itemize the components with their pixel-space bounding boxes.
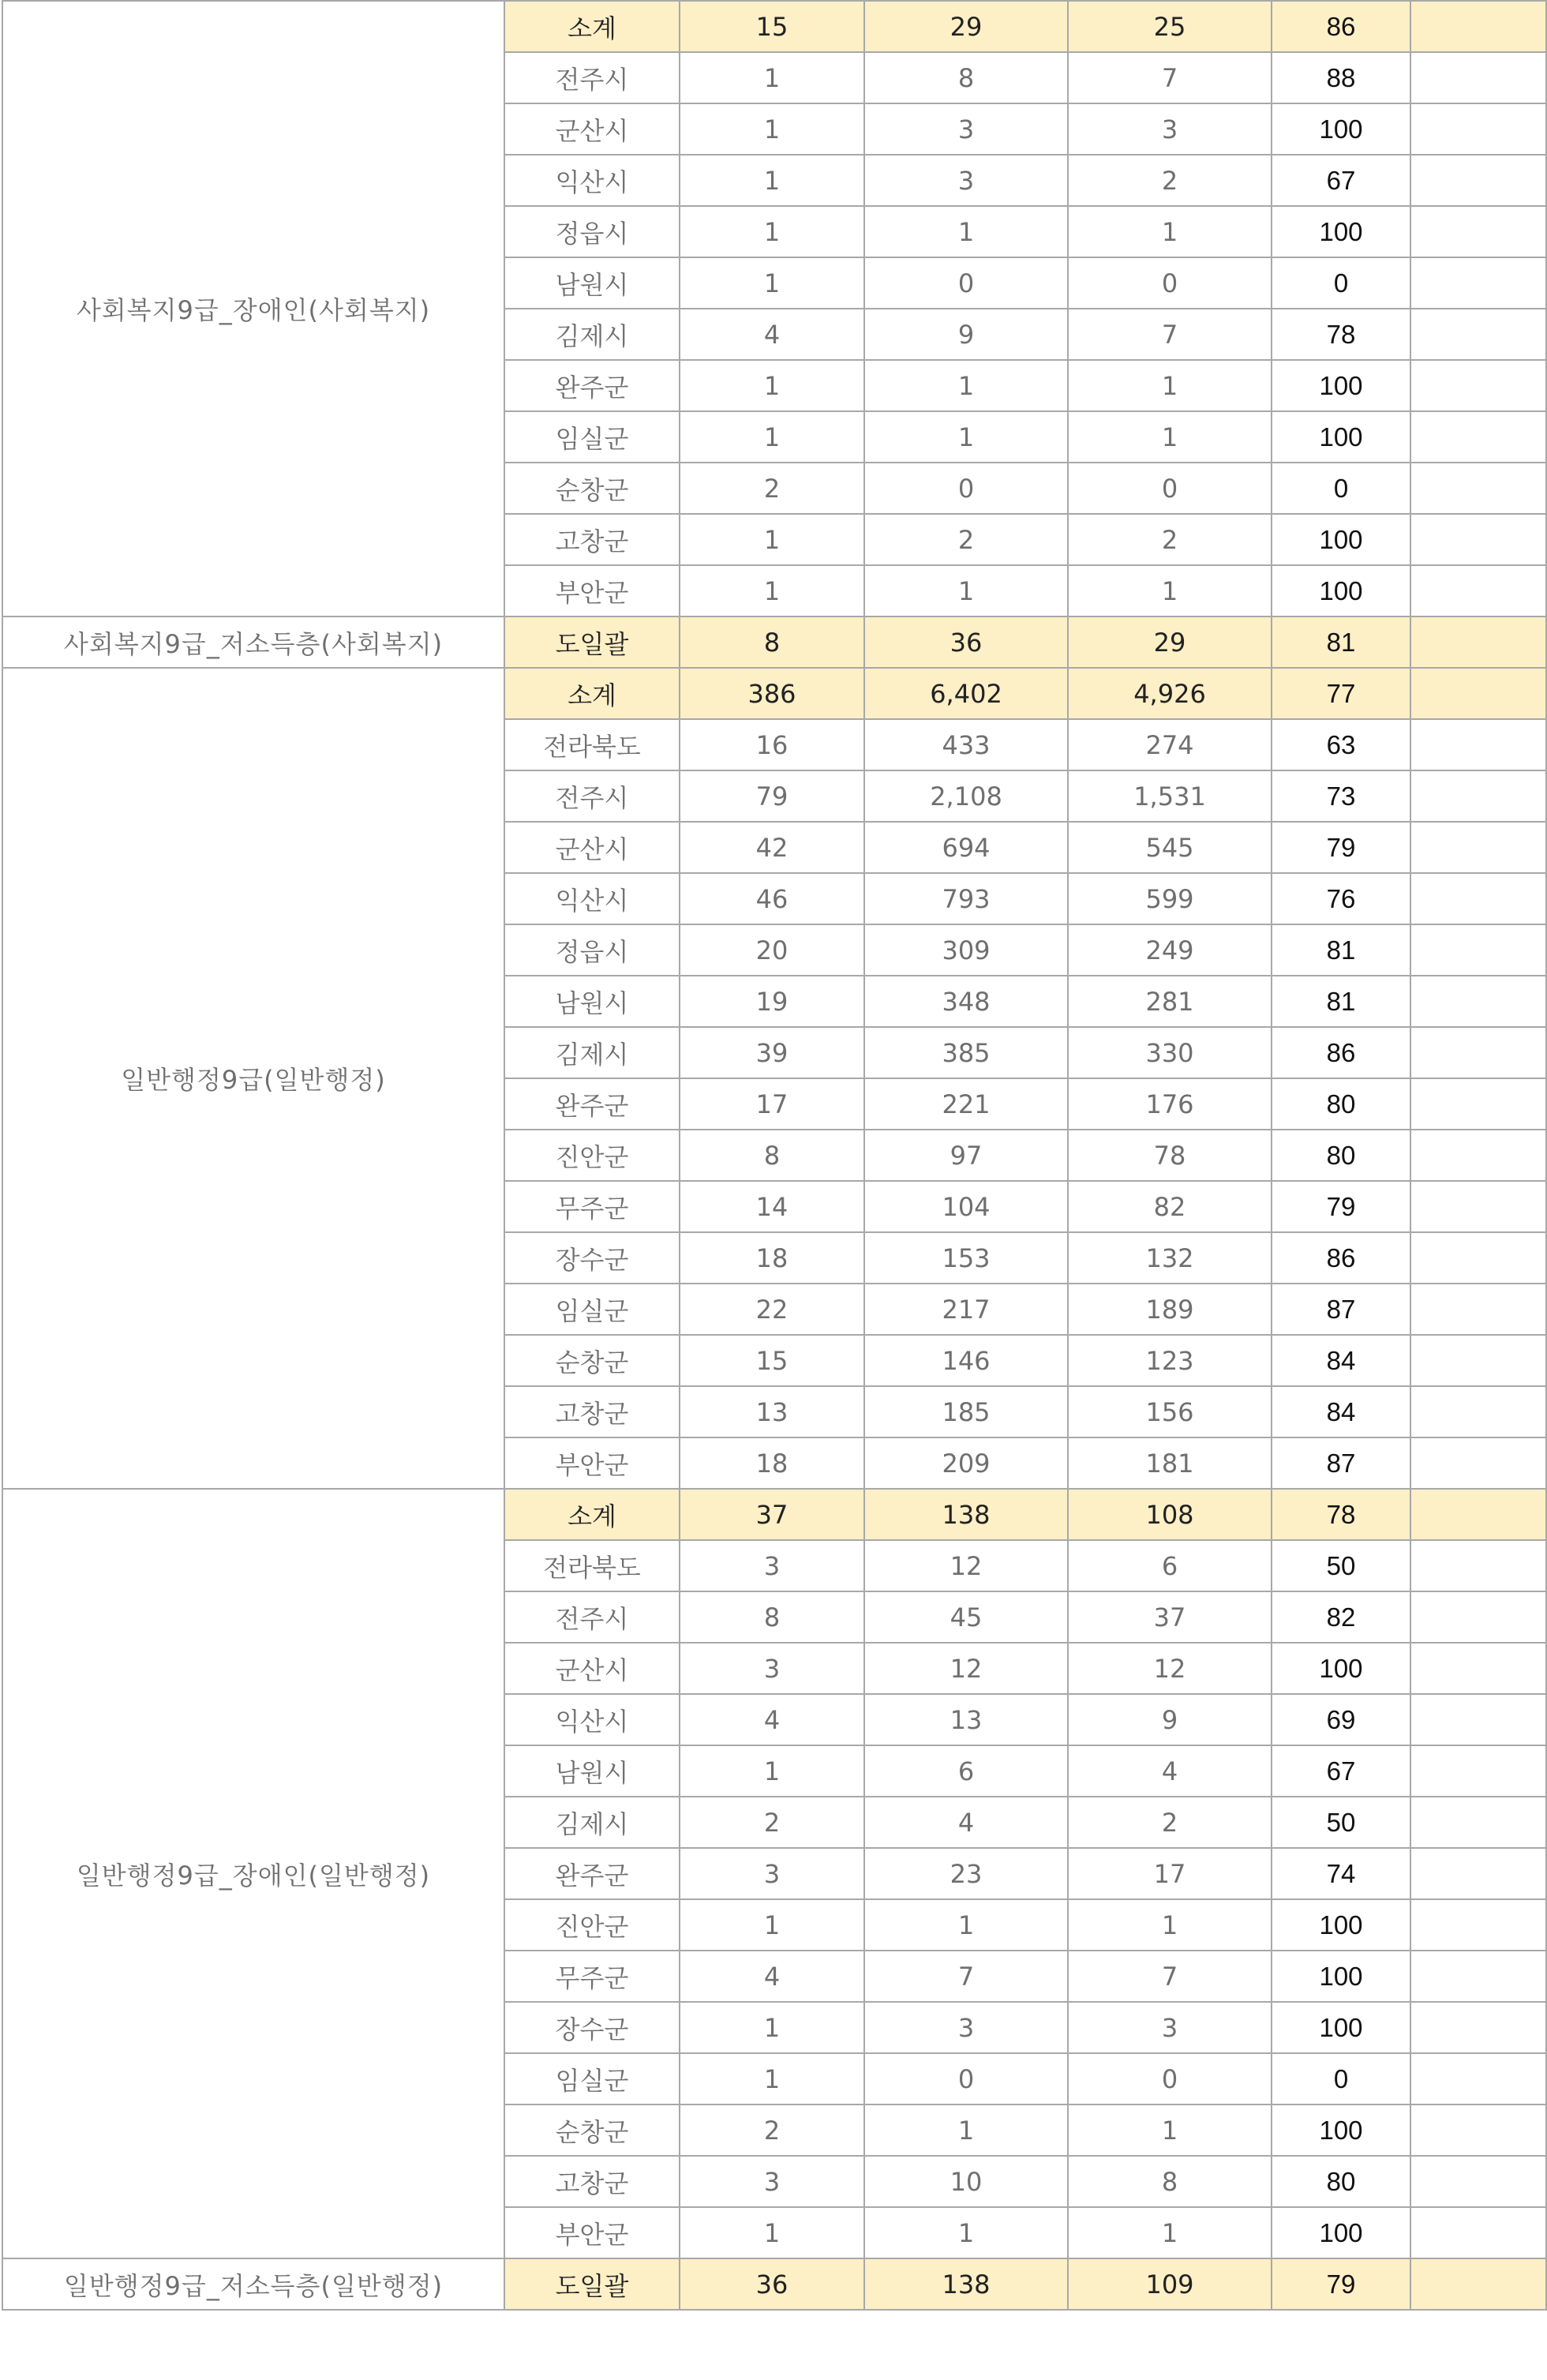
empty-cell [1410, 565, 1546, 617]
value-cell-2: 8 [864, 52, 1068, 103]
region-cell: 정읍시 [504, 924, 680, 976]
rate-cell: 100 [1272, 206, 1410, 257]
section-name-cell: 일반행정9급_장애인(일반행정) [2, 1489, 504, 2258]
empty-cell [1410, 1848, 1546, 1899]
value-cell-1: 1 [680, 360, 864, 411]
rate-cell: 63 [1272, 719, 1410, 770]
value-cell-1: 1 [680, 1899, 864, 1951]
value-cell-2: 1 [864, 360, 1068, 411]
value-cell-1: 16 [680, 719, 864, 770]
value-cell-1: 19 [680, 976, 864, 1027]
region-cell: 임실군 [504, 2053, 680, 2105]
rate-cell: 50 [1272, 1797, 1410, 1848]
value-cell-1: 46 [680, 873, 864, 924]
rate-cell: 78 [1272, 1489, 1410, 1540]
table-body [2, 1, 1546, 2310]
value-cell-1: 14 [680, 1181, 864, 1232]
value-cell-2: 1 [864, 565, 1068, 617]
value-cell-2: 0 [864, 463, 1068, 514]
value-cell-1: 4 [680, 1951, 864, 2002]
rate-cell: 100 [1272, 1643, 1410, 1694]
region-cell: 임실군 [504, 1284, 680, 1335]
value-cell-2: 348 [864, 976, 1068, 1027]
region-cell: 남원시 [504, 976, 680, 1027]
rate-cell: 100 [1272, 411, 1410, 463]
region-cell: 진안군 [504, 1899, 680, 1951]
value-cell-2: 221 [864, 1078, 1068, 1130]
value-cell-3: 0 [1068, 2053, 1272, 2105]
value-cell-3: 132 [1068, 1232, 1272, 1284]
value-cell-1: 1 [680, 257, 864, 309]
value-cell-1: 1 [680, 206, 864, 257]
value-cell-1: 3 [680, 1848, 864, 1899]
region-cell: 장수군 [504, 1232, 680, 1284]
value-cell-2: 13 [864, 1694, 1068, 1745]
empty-cell [1410, 2258, 1546, 2310]
value-cell-1: 3 [680, 1540, 864, 1591]
value-cell-1: 2 [680, 463, 864, 514]
region-cell: 김제시 [504, 1027, 680, 1078]
value-cell-1: 1 [680, 514, 864, 565]
value-cell-2: 146 [864, 1335, 1068, 1386]
empty-cell [1410, 309, 1546, 360]
region-cell: 소계 [504, 1489, 680, 1540]
empty-cell [1410, 463, 1546, 514]
table-row-subtotal [2, 617, 1546, 668]
value-cell-3: 1 [1068, 2105, 1272, 2156]
empty-cell [1410, 1130, 1546, 1181]
table-row-subtotal [2, 1, 1546, 52]
empty-cell [1410, 1437, 1546, 1489]
value-cell-1: 18 [680, 1232, 864, 1284]
empty-cell [1410, 155, 1546, 206]
table-row-subtotal [2, 668, 1546, 719]
value-cell-3: 0 [1068, 463, 1272, 514]
value-cell-3: 7 [1068, 1951, 1272, 2002]
table-row-subtotal [2, 1489, 1546, 1540]
region-cell: 순창군 [504, 1335, 680, 1386]
section-name-cell: 사회복지9급_장애인(사회복지) [2, 1, 504, 617]
section-name-cell: 일반행정9급_저소득층(일반행정) [2, 2258, 504, 2310]
value-cell-3: 7 [1068, 309, 1272, 360]
value-cell-1: 39 [680, 1027, 864, 1078]
rate-cell: 100 [1272, 1899, 1410, 1951]
value-cell-2: 3 [864, 103, 1068, 155]
value-cell-3: 123 [1068, 1335, 1272, 1386]
value-cell-1: 37 [680, 1489, 864, 1540]
value-cell-3: 1 [1068, 411, 1272, 463]
value-cell-3: 29 [1068, 617, 1272, 668]
value-cell-3: 545 [1068, 822, 1272, 873]
value-cell-1: 4 [680, 1694, 864, 1745]
value-cell-1: 42 [680, 822, 864, 873]
region-cell: 정읍시 [504, 206, 680, 257]
empty-cell [1410, 1951, 1546, 2002]
value-cell-2: 3 [864, 155, 1068, 206]
empty-cell [1410, 257, 1546, 309]
empty-cell [1410, 52, 1546, 103]
region-cell: 남원시 [504, 257, 680, 309]
rate-cell: 100 [1272, 2105, 1410, 2156]
rate-cell: 79 [1272, 2258, 1410, 2310]
empty-cell [1410, 719, 1546, 770]
value-cell-3: 189 [1068, 1284, 1272, 1335]
value-cell-1: 2 [680, 2105, 864, 2156]
empty-cell [1410, 1643, 1546, 1694]
value-cell-3: 176 [1068, 1078, 1272, 1130]
value-cell-1: 1 [680, 2002, 864, 2053]
rate-cell: 84 [1272, 1335, 1410, 1386]
value-cell-3: 330 [1068, 1027, 1272, 1078]
region-cell: 무주군 [504, 1181, 680, 1232]
value-cell-3: 249 [1068, 924, 1272, 976]
value-cell-1: 1 [680, 411, 864, 463]
empty-cell [1410, 1386, 1546, 1437]
empty-cell [1410, 1232, 1546, 1284]
value-cell-1: 15 [680, 1335, 864, 1386]
value-cell-3: 4,926 [1068, 668, 1272, 719]
region-cell: 익산시 [504, 873, 680, 924]
empty-cell [1410, 770, 1546, 822]
empty-cell [1410, 2002, 1546, 2053]
value-cell-1: 13 [680, 1386, 864, 1437]
value-cell-2: 138 [864, 1489, 1068, 1540]
value-cell-3: 78 [1068, 1130, 1272, 1181]
value-cell-3: 37 [1068, 1591, 1272, 1643]
value-cell-2: 793 [864, 873, 1068, 924]
value-cell-1: 1 [680, 103, 864, 155]
value-cell-2: 9 [864, 309, 1068, 360]
value-cell-3: 2 [1068, 155, 1272, 206]
value-cell-1: 8 [680, 1591, 864, 1643]
value-cell-2: 23 [864, 1848, 1068, 1899]
region-cell: 완주군 [504, 360, 680, 411]
rate-cell: 87 [1272, 1437, 1410, 1489]
rate-cell: 87 [1272, 1284, 1410, 1335]
empty-cell [1410, 1, 1546, 52]
value-cell-3: 25 [1068, 1, 1272, 52]
value-cell-3: 3 [1068, 103, 1272, 155]
empty-cell [1410, 206, 1546, 257]
region-cell: 부안군 [504, 2207, 680, 2258]
empty-cell [1410, 2053, 1546, 2105]
empty-cell [1410, 411, 1546, 463]
value-cell-3: 274 [1068, 719, 1272, 770]
rate-cell: 74 [1272, 1848, 1410, 1899]
empty-cell [1410, 924, 1546, 976]
empty-cell [1410, 1335, 1546, 1386]
rate-cell: 0 [1272, 2053, 1410, 2105]
empty-cell [1410, 1489, 1546, 1540]
value-cell-1: 3 [680, 2156, 864, 2207]
value-cell-3: 108 [1068, 1489, 1272, 1540]
value-cell-3: 2 [1068, 1797, 1272, 1848]
value-cell-1: 4 [680, 309, 864, 360]
region-cell: 전주시 [504, 52, 680, 103]
rate-cell: 79 [1272, 1181, 1410, 1232]
rate-cell: 67 [1272, 155, 1410, 206]
empty-cell [1410, 1745, 1546, 1797]
rate-cell: 100 [1272, 565, 1410, 617]
empty-cell [1410, 1284, 1546, 1335]
region-cell: 익산시 [504, 155, 680, 206]
rate-cell: 82 [1272, 1591, 1410, 1643]
value-cell-1: 1 [680, 1745, 864, 1797]
region-cell: 장수군 [504, 2002, 680, 2053]
rate-cell: 50 [1272, 1540, 1410, 1591]
value-cell-1: 1 [680, 52, 864, 103]
value-cell-2: 1 [864, 2207, 1068, 2258]
empty-cell [1410, 360, 1546, 411]
value-cell-1: 22 [680, 1284, 864, 1335]
empty-cell [1410, 1540, 1546, 1591]
empty-cell [1410, 873, 1546, 924]
value-cell-3: 1 [1068, 1899, 1272, 1951]
value-cell-1: 20 [680, 924, 864, 976]
value-cell-3: 2 [1068, 514, 1272, 565]
value-cell-2: 6,402 [864, 668, 1068, 719]
value-cell-3: 1 [1068, 565, 1272, 617]
region-cell: 군산시 [504, 103, 680, 155]
empty-cell [1410, 514, 1546, 565]
value-cell-2: 217 [864, 1284, 1068, 1335]
empty-cell [1410, 1899, 1546, 1951]
rate-cell: 80 [1272, 1130, 1410, 1181]
value-cell-1: 8 [680, 617, 864, 668]
region-cell: 소계 [504, 1, 680, 52]
region-cell: 군산시 [504, 822, 680, 873]
rate-cell: 100 [1272, 514, 1410, 565]
rate-cell: 0 [1272, 463, 1410, 514]
section-name-cell: 일반행정9급(일반행정) [2, 668, 504, 1489]
empty-cell [1410, 822, 1546, 873]
rate-cell: 78 [1272, 309, 1410, 360]
value-cell-2: 7 [864, 1951, 1068, 2002]
region-cell: 전라북도 [504, 1540, 680, 1591]
value-cell-2: 6 [864, 1745, 1068, 1797]
value-cell-3: 1,531 [1068, 770, 1272, 822]
value-cell-2: 45 [864, 1591, 1068, 1643]
value-cell-2: 309 [864, 924, 1068, 976]
rate-cell: 100 [1272, 360, 1410, 411]
region-cell: 고창군 [504, 1386, 680, 1437]
value-cell-3: 599 [1068, 873, 1272, 924]
region-cell: 순창군 [504, 2105, 680, 2156]
empty-cell [1410, 976, 1546, 1027]
value-cell-3: 6 [1068, 1540, 1272, 1591]
empty-cell [1410, 1694, 1546, 1745]
value-cell-2: 694 [864, 822, 1068, 873]
rate-cell: 0 [1272, 257, 1410, 309]
region-cell: 부안군 [504, 1437, 680, 1489]
value-cell-3: 1 [1068, 2207, 1272, 2258]
region-cell: 도일괄 [504, 617, 680, 668]
empty-cell [1410, 1181, 1546, 1232]
value-cell-1: 386 [680, 668, 864, 719]
value-cell-1: 36 [680, 2258, 864, 2310]
value-cell-1: 18 [680, 1437, 864, 1489]
value-cell-2: 185 [864, 1386, 1068, 1437]
value-cell-2: 104 [864, 1181, 1068, 1232]
empty-cell [1410, 1591, 1546, 1643]
rate-cell: 81 [1272, 976, 1410, 1027]
value-cell-2: 209 [864, 1437, 1068, 1489]
table-row-subtotal [2, 2258, 1546, 2310]
value-cell-3: 8 [1068, 2156, 1272, 2207]
region-cell: 부안군 [504, 565, 680, 617]
value-cell-2: 1 [864, 2105, 1068, 2156]
region-cell: 순창군 [504, 463, 680, 514]
value-cell-3: 0 [1068, 257, 1272, 309]
value-cell-2: 4 [864, 1797, 1068, 1848]
value-cell-2: 10 [864, 2156, 1068, 2207]
region-cell: 무주군 [504, 1951, 680, 2002]
section-name-cell: 사회복지9급_저소득층(사회복지) [2, 617, 504, 668]
region-cell: 김제시 [504, 309, 680, 360]
rate-cell: 84 [1272, 1386, 1410, 1437]
value-cell-3: 82 [1068, 1181, 1272, 1232]
value-cell-1: 17 [680, 1078, 864, 1130]
rate-cell: 100 [1272, 1951, 1410, 2002]
value-cell-2: 2,108 [864, 770, 1068, 822]
value-cell-2: 3 [864, 2002, 1068, 2053]
region-cell: 전주시 [504, 1591, 680, 1643]
value-cell-1: 3 [680, 1643, 864, 1694]
region-cell: 김제시 [504, 1797, 680, 1848]
region-cell: 완주군 [504, 1078, 680, 1130]
value-cell-3: 109 [1068, 2258, 1272, 2310]
value-cell-2: 29 [864, 1, 1068, 52]
empty-cell [1410, 668, 1546, 719]
rate-cell: 86 [1272, 1027, 1410, 1078]
region-cell: 전라북도 [504, 719, 680, 770]
rate-cell: 81 [1272, 924, 1410, 976]
empty-cell [1410, 2207, 1546, 2258]
rate-cell: 86 [1272, 1, 1410, 52]
region-cell: 군산시 [504, 1643, 680, 1694]
value-cell-2: 12 [864, 1540, 1068, 1591]
value-cell-1: 2 [680, 1797, 864, 1848]
value-cell-2: 433 [864, 719, 1068, 770]
value-cell-3: 281 [1068, 976, 1272, 1027]
value-cell-2: 0 [864, 2053, 1068, 2105]
empty-cell [1410, 103, 1546, 155]
value-cell-1: 15 [680, 1, 864, 52]
region-cell: 도일괄 [504, 2258, 680, 2310]
value-cell-3: 4 [1068, 1745, 1272, 1797]
value-cell-3: 9 [1068, 1694, 1272, 1745]
rate-cell: 86 [1272, 1232, 1410, 1284]
value-cell-3: 17 [1068, 1848, 1272, 1899]
rate-cell: 81 [1272, 617, 1410, 668]
region-cell: 소계 [504, 668, 680, 719]
empty-cell [1410, 1797, 1546, 1848]
value-cell-1: 79 [680, 770, 864, 822]
exam-results-table [2, 0, 1547, 2311]
value-cell-2: 0 [864, 257, 1068, 309]
empty-cell [1410, 2156, 1546, 2207]
region-cell: 임실군 [504, 411, 680, 463]
rate-cell: 77 [1272, 668, 1410, 719]
region-cell: 전주시 [504, 770, 680, 822]
value-cell-2: 12 [864, 1643, 1068, 1694]
rate-cell: 67 [1272, 1745, 1410, 1797]
region-cell: 익산시 [504, 1694, 680, 1745]
rate-cell: 100 [1272, 103, 1410, 155]
value-cell-3: 181 [1068, 1437, 1272, 1489]
rate-cell: 73 [1272, 770, 1410, 822]
value-cell-1: 1 [680, 565, 864, 617]
region-cell: 완주군 [504, 1848, 680, 1899]
value-cell-2: 97 [864, 1130, 1068, 1181]
value-cell-1: 1 [680, 155, 864, 206]
value-cell-1: 8 [680, 1130, 864, 1181]
rate-cell: 80 [1272, 1078, 1410, 1130]
value-cell-2: 1 [864, 206, 1068, 257]
value-cell-2: 385 [864, 1027, 1068, 1078]
value-cell-2: 138 [864, 2258, 1068, 2310]
empty-cell [1410, 1078, 1546, 1130]
region-cell: 남원시 [504, 1745, 680, 1797]
value-cell-3: 7 [1068, 52, 1272, 103]
value-cell-1: 1 [680, 2053, 864, 2105]
value-cell-2: 1 [864, 411, 1068, 463]
rate-cell: 100 [1272, 2002, 1410, 2053]
value-cell-2: 153 [864, 1232, 1068, 1284]
value-cell-2: 1 [864, 1899, 1068, 1951]
value-cell-3: 12 [1068, 1643, 1272, 1694]
rate-cell: 76 [1272, 873, 1410, 924]
value-cell-3: 1 [1068, 206, 1272, 257]
rate-cell: 100 [1272, 2207, 1410, 2258]
rate-cell: 79 [1272, 822, 1410, 873]
rate-cell: 80 [1272, 2156, 1410, 2207]
region-cell: 고창군 [504, 514, 680, 565]
empty-cell [1410, 617, 1546, 668]
rate-cell: 69 [1272, 1694, 1410, 1745]
value-cell-1: 1 [680, 2207, 864, 2258]
rate-cell: 88 [1272, 52, 1410, 103]
empty-cell [1410, 1027, 1546, 1078]
region-cell: 진안군 [504, 1130, 680, 1181]
value-cell-2: 2 [864, 514, 1068, 565]
region-cell: 고창군 [504, 2156, 680, 2207]
empty-cell [1410, 2105, 1546, 2156]
value-cell-3: 156 [1068, 1386, 1272, 1437]
value-cell-2: 36 [864, 617, 1068, 668]
value-cell-3: 1 [1068, 360, 1272, 411]
value-cell-3: 3 [1068, 2002, 1272, 2053]
